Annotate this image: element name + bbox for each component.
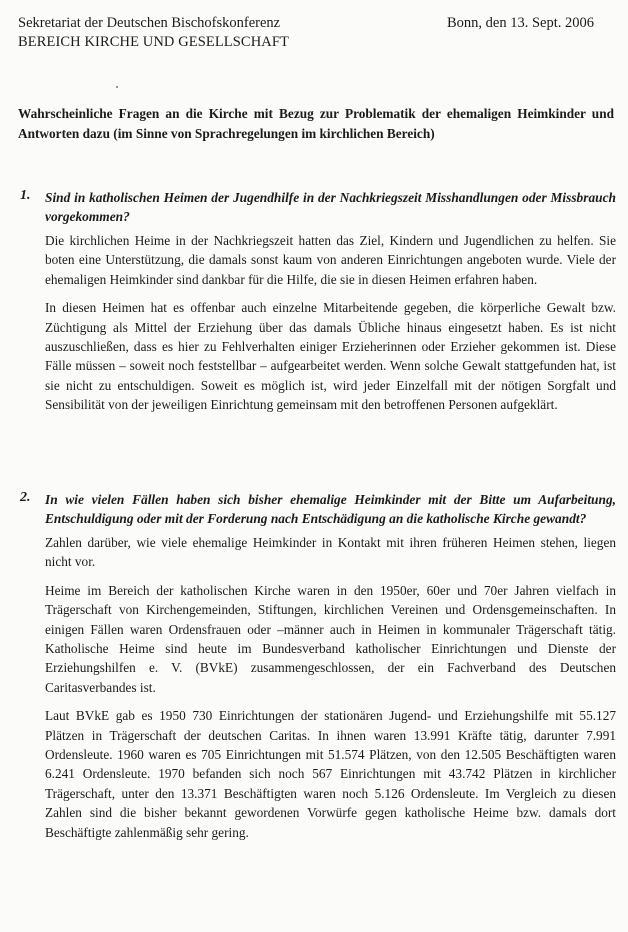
answer-paragraph: Die kirchlichen Heime in der Nachkriegszeit hatten das Ziel, Kindern und Jugendlichen zu helfen. Sie boten eine Unterstützung, die damals sonst kaum von anderen Einrichtungen angeboten wurde. Viele der ehemaligen Heimkinder sind dankbar für die Hilfe, die sie in diesen Heimen erfahren haben. bbox=[45, 233, 616, 287]
question-section bbox=[20, 490, 616, 842]
question-section bbox=[20, 188, 616, 415]
place-and-date: Bonn, den 13. Sept. 2006 bbox=[446, 15, 594, 31]
answer-paragraph: Heime im Bereich der katholischen Kirche waren in den 1950er, 60er und 70er Jahren vielfach in Trägerschaft von Kirchengemeinden, Stiftungen, kirchlichen Vereinen und Ordensgemeinschaften. In einigen Fällen waren Ordensfrauen oder –männer auch in Heimen in kommunaler Trägerschaft tätig. Katholische Heime sind heute im Bundesverband katholischer Einrichtungen und Dienste der Erziehungshilfen e. V. (BVkE) zusammengeschlossen, der ein Fachverband des Deutschen Caritasverbandes ist. bbox=[45, 582, 616, 695]
organization-name: Sekretariat der Deutschen Bischofskonferenz bbox=[18, 15, 281, 31]
answer-paragraph: Laut BVkE gab es 1950 730 Einrichtungen der stationären Jugend- und Erziehungshilfe mit 55.127 Plätzen in Trägerschaft der deutschen Caritas. In ihnen waren 13.991 Kräfte tätig, darunter 7.991 Ordensleute. 1960 waren es 705 Einrichtungen mit 51.574 Plätzen, von den 12.505 Beschäftigten waren 6.241 Ordensleute. 1970 befanden sich noch 567 Einrichtungen mit 43.742 Plätzen in kirchlicher Trägerschaft, unter den 13.371 Beschäftigten waren noch 5.126 Ordensleute. Im Vergleich zu diesen Zahlen sind die bisher bekannt gewordenen Vorwürfe gegen katholische Heime bzw. damals dort Beschäftigte zahlenmäßig sehr gering. bbox=[45, 708, 616, 840]
scan-artifact bbox=[116, 86, 118, 88]
document-title: Wahrscheinliche Fragen an die Kirche mit Bezug zur Problematik der ehemaligen Heimkinder und Antworten dazu (im Sinne von Sprachregelungen im kirchlichen Bereich) bbox=[18, 106, 614, 141]
department-name: BEREICH KIRCHE UND GESELLSCHAFT bbox=[18, 34, 289, 50]
question-text: In wie vielen Fällen haben sich bisher ehemalige Heimkinder mit der Bitte um Aufarbeitung, Entschuldigung oder mit der Forderung nach Entschädigung an die katholische Kirche gewandt? bbox=[45, 492, 616, 526]
question-number: 1. bbox=[20, 188, 31, 203]
question-number: 2. bbox=[20, 490, 31, 505]
answer-paragraph: In diesen Heimen hat es offenbar auch einzelne Mitarbeitende gegeben, die körperliche Gewalt bzw. Züchtigung als Mittel der Erziehung über das damals Übliche hinaus eingesetzt haben. Es ist nicht auszuschließen, dass es hier zu Fehlverhalten einiger Erzieherinnen oder Erzieher gekommen ist. Diese Fälle müssen – soweit noch feststellbar – aufgearbeitet werden. Wenn solche Gewalt stattgefunden hat, ist sie nicht zu entschuldigen. Soweit es möglich ist, wird jeder Einzelfall mit der nötigen Sorgfalt und Sensibilität von der jeweiligen Einrichtung gemeinsam mit den betroffenen Personen aufgeklärt. bbox=[45, 300, 616, 413]
question-text: Sind in katholischen Heimen der Jugendhilfe in der Nachkriegszeit Misshandlungen oder Missbrauch vorgekommen? bbox=[45, 190, 616, 224]
answer-paragraph: Zahlen darüber, wie viele ehemalige Heimkinder in Kontakt mit ihren früheren Heimen stehen, liegen nicht vor. bbox=[45, 535, 616, 570]
letterhead bbox=[18, 14, 594, 52]
